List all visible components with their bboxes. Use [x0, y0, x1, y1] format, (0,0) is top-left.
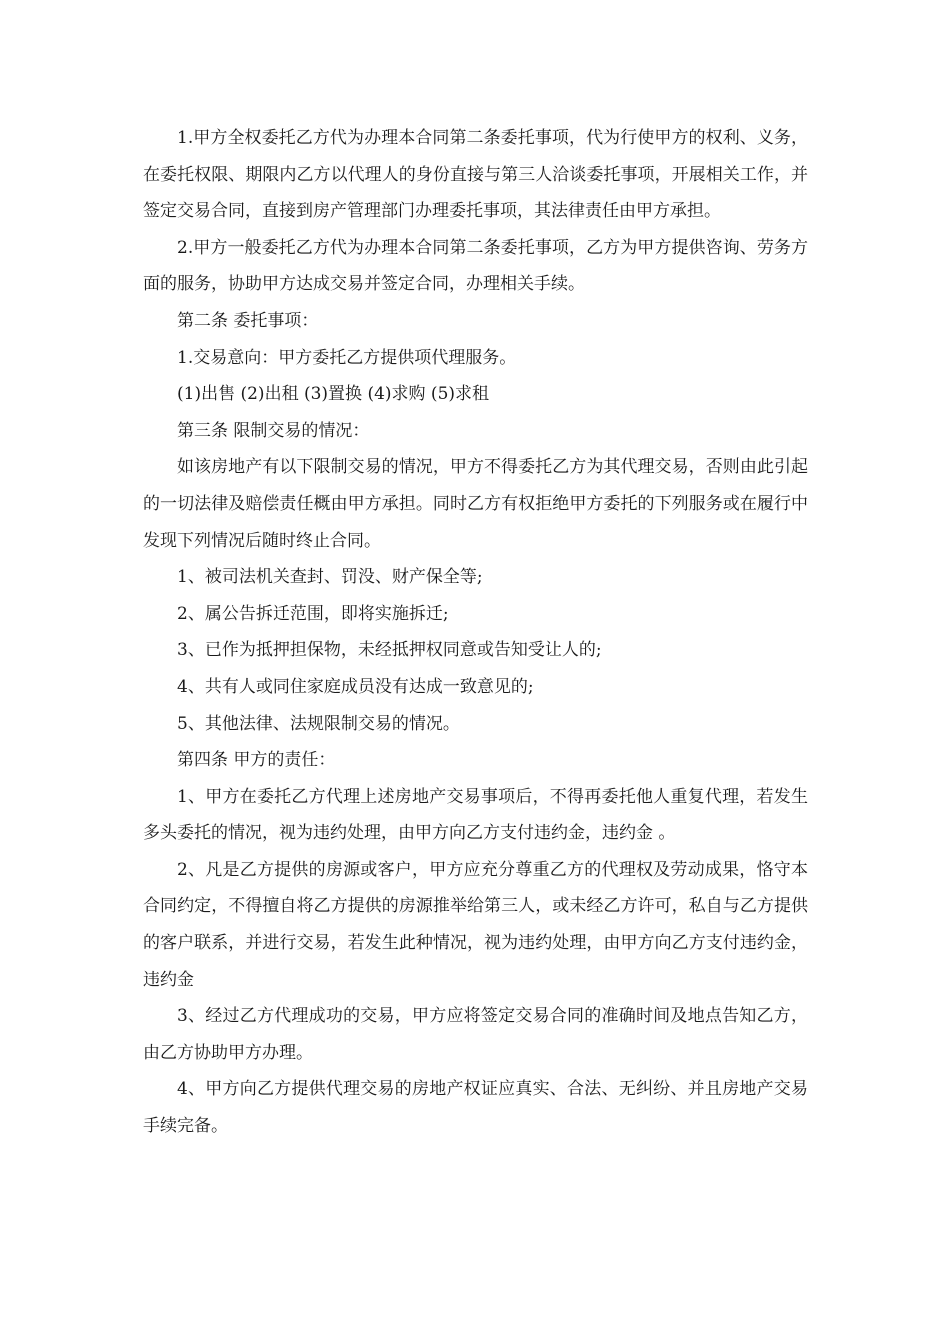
responsibility-item-3: 3、经过乙方代理成功的交易，甲方应将签定交易合同的准确时间及地点告知乙方，由乙方协助甲方办理。	[143, 1006, 808, 1063]
paragraph-1: 1.甲方全权委托乙方代为办理本合同第二条委托事项，代为行使甲方的权利、义务，在委托权限、期限内乙方以代理人的身份直接与第三人洽谈委托事项，开展相关工作，并签定交易合同，直接到房产管理部门办理委托事项，其法律责任由甲方承担。	[143, 128, 808, 222]
restriction-item-1: 1、被司法机关查封、罚没、财产保全等;	[177, 567, 483, 588]
restriction-item-2: 2、属公告拆迁范围，即将实施拆迁;	[177, 603, 449, 624]
paragraph-trade-intent: 1.交易意向：甲方委托乙方提供项代理服务。	[177, 347, 517, 368]
document-body	[143, 120, 808, 1145]
section-heading-article-4: 第四条 甲方的责任：	[177, 750, 336, 771]
responsibility-item-2: 2、凡是乙方提供的房源或客户，甲方应充分尊重乙方的代理权及劳动成果，恪守本合同约定，不得擅自将乙方提供的房源推举给第三人，或未经乙方许可，私自与乙方提供的客户联系，并进行交易，若发生此种情况，视为违约处理，由甲方向乙方支付违约金，违约金	[143, 859, 808, 990]
section-heading-article-3: 第三条 限制交易的情况：	[177, 420, 370, 441]
restriction-item-3: 3、已作为抵押担保物，未经抵押权同意或告知受让人的;	[177, 640, 602, 661]
restriction-item-4: 4、共有人或同住家庭成员没有达成一致意见的;	[177, 676, 534, 697]
paragraph-2: 2.甲方一般委托乙方代为办理本合同第二条委托事项，乙方为甲方提供咨询、劳务方面的服务，协助甲方达成交易并签定合同，办理相关手续。	[143, 237, 808, 295]
responsibility-item-4: 4、甲方向乙方提供代理交易的房地产权证应真实、合法、无纠纷、并且房地产交易手续完备。	[143, 1079, 808, 1137]
responsibility-item-1: 1、甲方在委托乙方代理上述房地产交易事项后，不得再委托他人重复代理，若发生多头委托的情况，视为违约处理，由甲方向乙方支付违约金，违约金 。	[143, 786, 808, 844]
paragraph-trade-options: (1)出售 (2)出租 (3)置换 (4)求购 (5)求租	[177, 384, 490, 405]
restriction-item-5: 5、其他法律、法规限制交易的情况。	[177, 713, 460, 734]
paragraph-restriction-intro: 如该房地产有以下限制交易的情况，甲方不得委托乙方为其代理交易，否则由此引起的一切法律及赔偿责任概由甲方承担。同时乙方有权拒绝甲方委托的下列服务或在履行中发现下列情况后随时终止合同。	[143, 457, 808, 551]
section-heading-article-2: 第二条 委托事项：	[177, 310, 319, 331]
